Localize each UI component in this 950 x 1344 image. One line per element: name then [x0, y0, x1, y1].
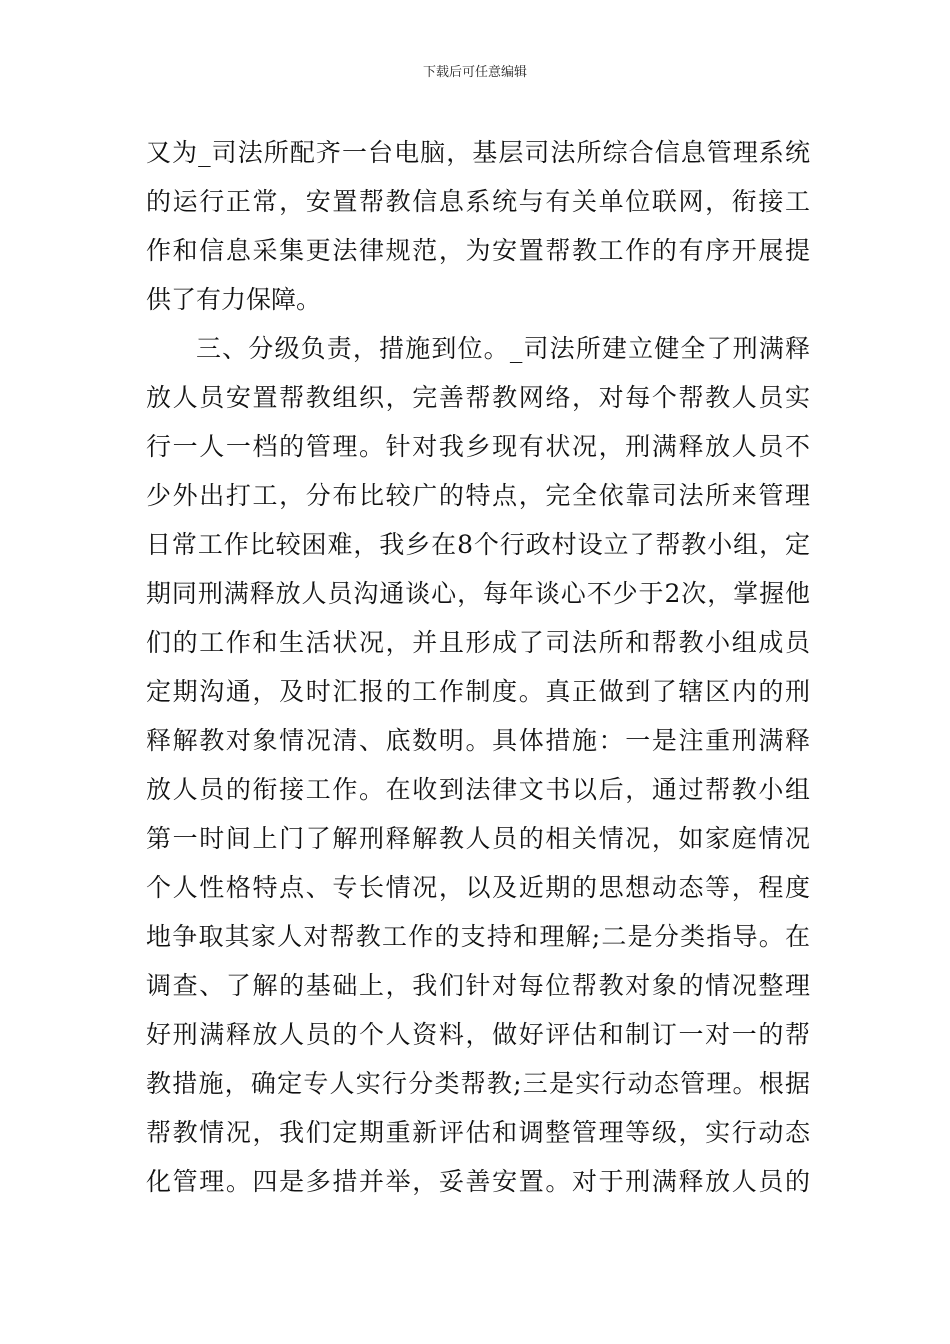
document-body — [146, 128, 810, 1206]
text-line: 行一人一档的管理。针对我乡现有状况，刑满释放人员不 — [146, 432, 810, 461]
text-line: 少外出打工，分布比较广的特点，完全依靠司法所来管理 — [146, 481, 810, 510]
text-line: 们的工作和生活状况，并且形成了司法所和帮教小组成员 — [146, 628, 810, 657]
text-line: 化管理。四是多措并举，妥善安置。对于刑满释放人员的 — [146, 1167, 810, 1196]
text-line: 教措施，确定专人实行分类帮教;三是实行动态管理。根据 — [146, 1069, 810, 1098]
text-line: 放人员安置帮教组织，完善帮教网络，对每个帮教人员实 — [146, 383, 810, 412]
text-line: 好刑满释放人员的个人资料，做好评估和制订一对一的帮 — [146, 1020, 810, 1049]
text-line: 日常工作比较困难，我乡在8个行政村设立了帮教小组，定 — [146, 530, 810, 559]
text-line: 供了有力保障。 — [146, 285, 322, 314]
text-line: 第一时间上门了解刑释解教人员的相关情况，如家庭情况 — [146, 824, 810, 853]
text-line: 又为_司法所配齐一台电脑，基层司法所综合信息管理系统 — [146, 138, 810, 167]
text-line: 的运行正常，安置帮教信息系统与有关单位联网，衔接工 — [146, 187, 810, 216]
text-line: 地争取其家人对帮教工作的支持和理解;二是分类指导。在 — [146, 922, 810, 951]
text-line: 个人性格特点、专长情况，以及近期的思想动态等，程度 — [146, 873, 810, 902]
text-line: 调查、了解的基础上，我们针对每位帮教对象的情况整理 — [146, 971, 810, 1000]
text-line: 定期沟通，及时汇报的工作制度。真正做到了辖区内的刑 — [146, 677, 810, 706]
text-line: 三、分级负责，措施到位。_司法所建立健全了刑满释 — [196, 334, 810, 363]
text-line: 放人员的衔接工作。在收到法律文书以后，通过帮教小组 — [146, 775, 810, 804]
text-line: 帮教情况，我们定期重新评估和调整管理等级，实行动态 — [146, 1118, 810, 1147]
text-line: 期同刑满释放人员沟通谈心，每年谈心不少于2次，掌握他 — [146, 579, 810, 608]
text-line: 释解教对象情况清、底数明。具体措施：一是注重刑满释 — [146, 726, 810, 755]
page-header-note: 下载后可任意编辑 — [422, 65, 527, 80]
text-line: 作和信息采集更法律规范，为安置帮教工作的有序开展提 — [146, 236, 810, 265]
